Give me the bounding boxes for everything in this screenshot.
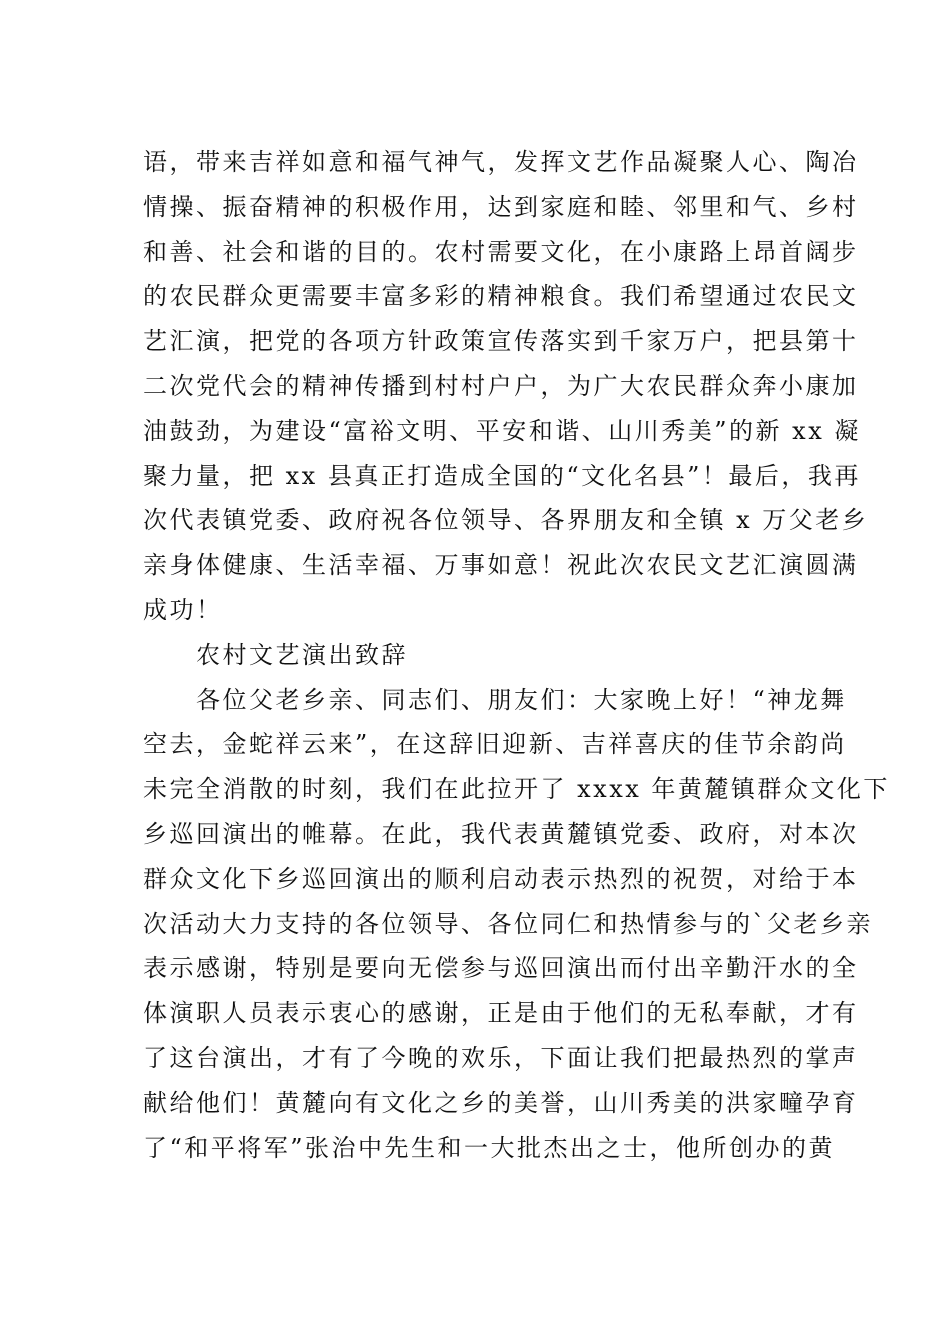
- document-body: [143, 140, 890, 1170]
- paragraph-line: 情操、振奋精神的积极作用，达到家庭和睦、邻里和气、乡村: [143, 192, 859, 221]
- paragraph-line: 和善、社会和谐的目的。农村需要文化，在小康路上昂首阔步: [143, 237, 859, 266]
- section-heading: 农村文艺演出致辞: [196, 640, 408, 669]
- paragraph-line: 各位父老乡亲、同志们、朋友们：大家晚上好！“神龙舞: [196, 685, 847, 714]
- paragraph-line: 聚力量，把 xx 县真正打造成全国的“文化名县”！最后，我再: [143, 461, 861, 490]
- paragraph-line: 乡巡回演出的帷幕。在此，我代表黄麓镇党委、政府，对本次: [143, 819, 859, 848]
- paragraph-line: 亲身体健康、生活幸福、万事如意！祝此次农民文艺汇演圆满: [143, 551, 859, 580]
- paragraph-line: 空去，金蛇祥云来”，在这辞旧迎新、吉祥喜庆的佳节余韵尚: [143, 730, 847, 759]
- paragraph-line: 次活动大力支持的各位领导、各位同仁和热情参与的`父老乡亲: [143, 909, 873, 938]
- paragraph-line: 语，带来吉祥如意和福气神气，发挥文艺作品凝聚人心、陶冶: [143, 148, 859, 176]
- paragraph-line: 体演职人员表示衷心的感谢，正是由于他们的无私奉献，才有: [143, 999, 859, 1028]
- paragraph-line: 了“和平将军”张治中先生和一大批杰出之士，他所创办的黄: [143, 1133, 836, 1162]
- paragraph-line: 艺汇演，把党的各项方针政策宣传落实到千家万户，把县第十: [143, 327, 859, 356]
- paragraph-line: 群众文化下乡巡回演出的顺利启动表示热烈的祝贺，对给于本: [143, 864, 859, 893]
- paragraph-line: 献给他们！黄麓向有文化之乡的美誉，山川秀美的洪家疃孕育: [143, 1088, 859, 1117]
- paragraph-line: 的农民群众更需要丰富多彩的精神粮食。我们希望通过农民文: [143, 282, 859, 311]
- paragraph-line: 成功！: [143, 595, 223, 624]
- paragraph-line: 次代表镇党委、政府祝各位领导、各界朋友和全镇 x 万父老乡: [143, 506, 869, 535]
- paragraph-line: 未完全消散的时刻，我们在此拉开了 xxxx 年黄麓镇群众文化下: [143, 775, 890, 804]
- paragraph-line: 二次党代会的精神传播到村村户户，为广大农民群众奔小康加: [143, 371, 859, 400]
- paragraph-line: 油鼓劲，为建设“富裕文明、平安和谐、山川秀美”的新 xx 凝: [143, 416, 861, 445]
- paragraph-line: 了这台演出，才有了今晚的欢乐，下面让我们把最热烈的掌声: [143, 1043, 859, 1072]
- paragraph-line: 表示感谢，特别是要向无偿参与巡回演出而付出辛勤汗水的全: [143, 954, 859, 983]
